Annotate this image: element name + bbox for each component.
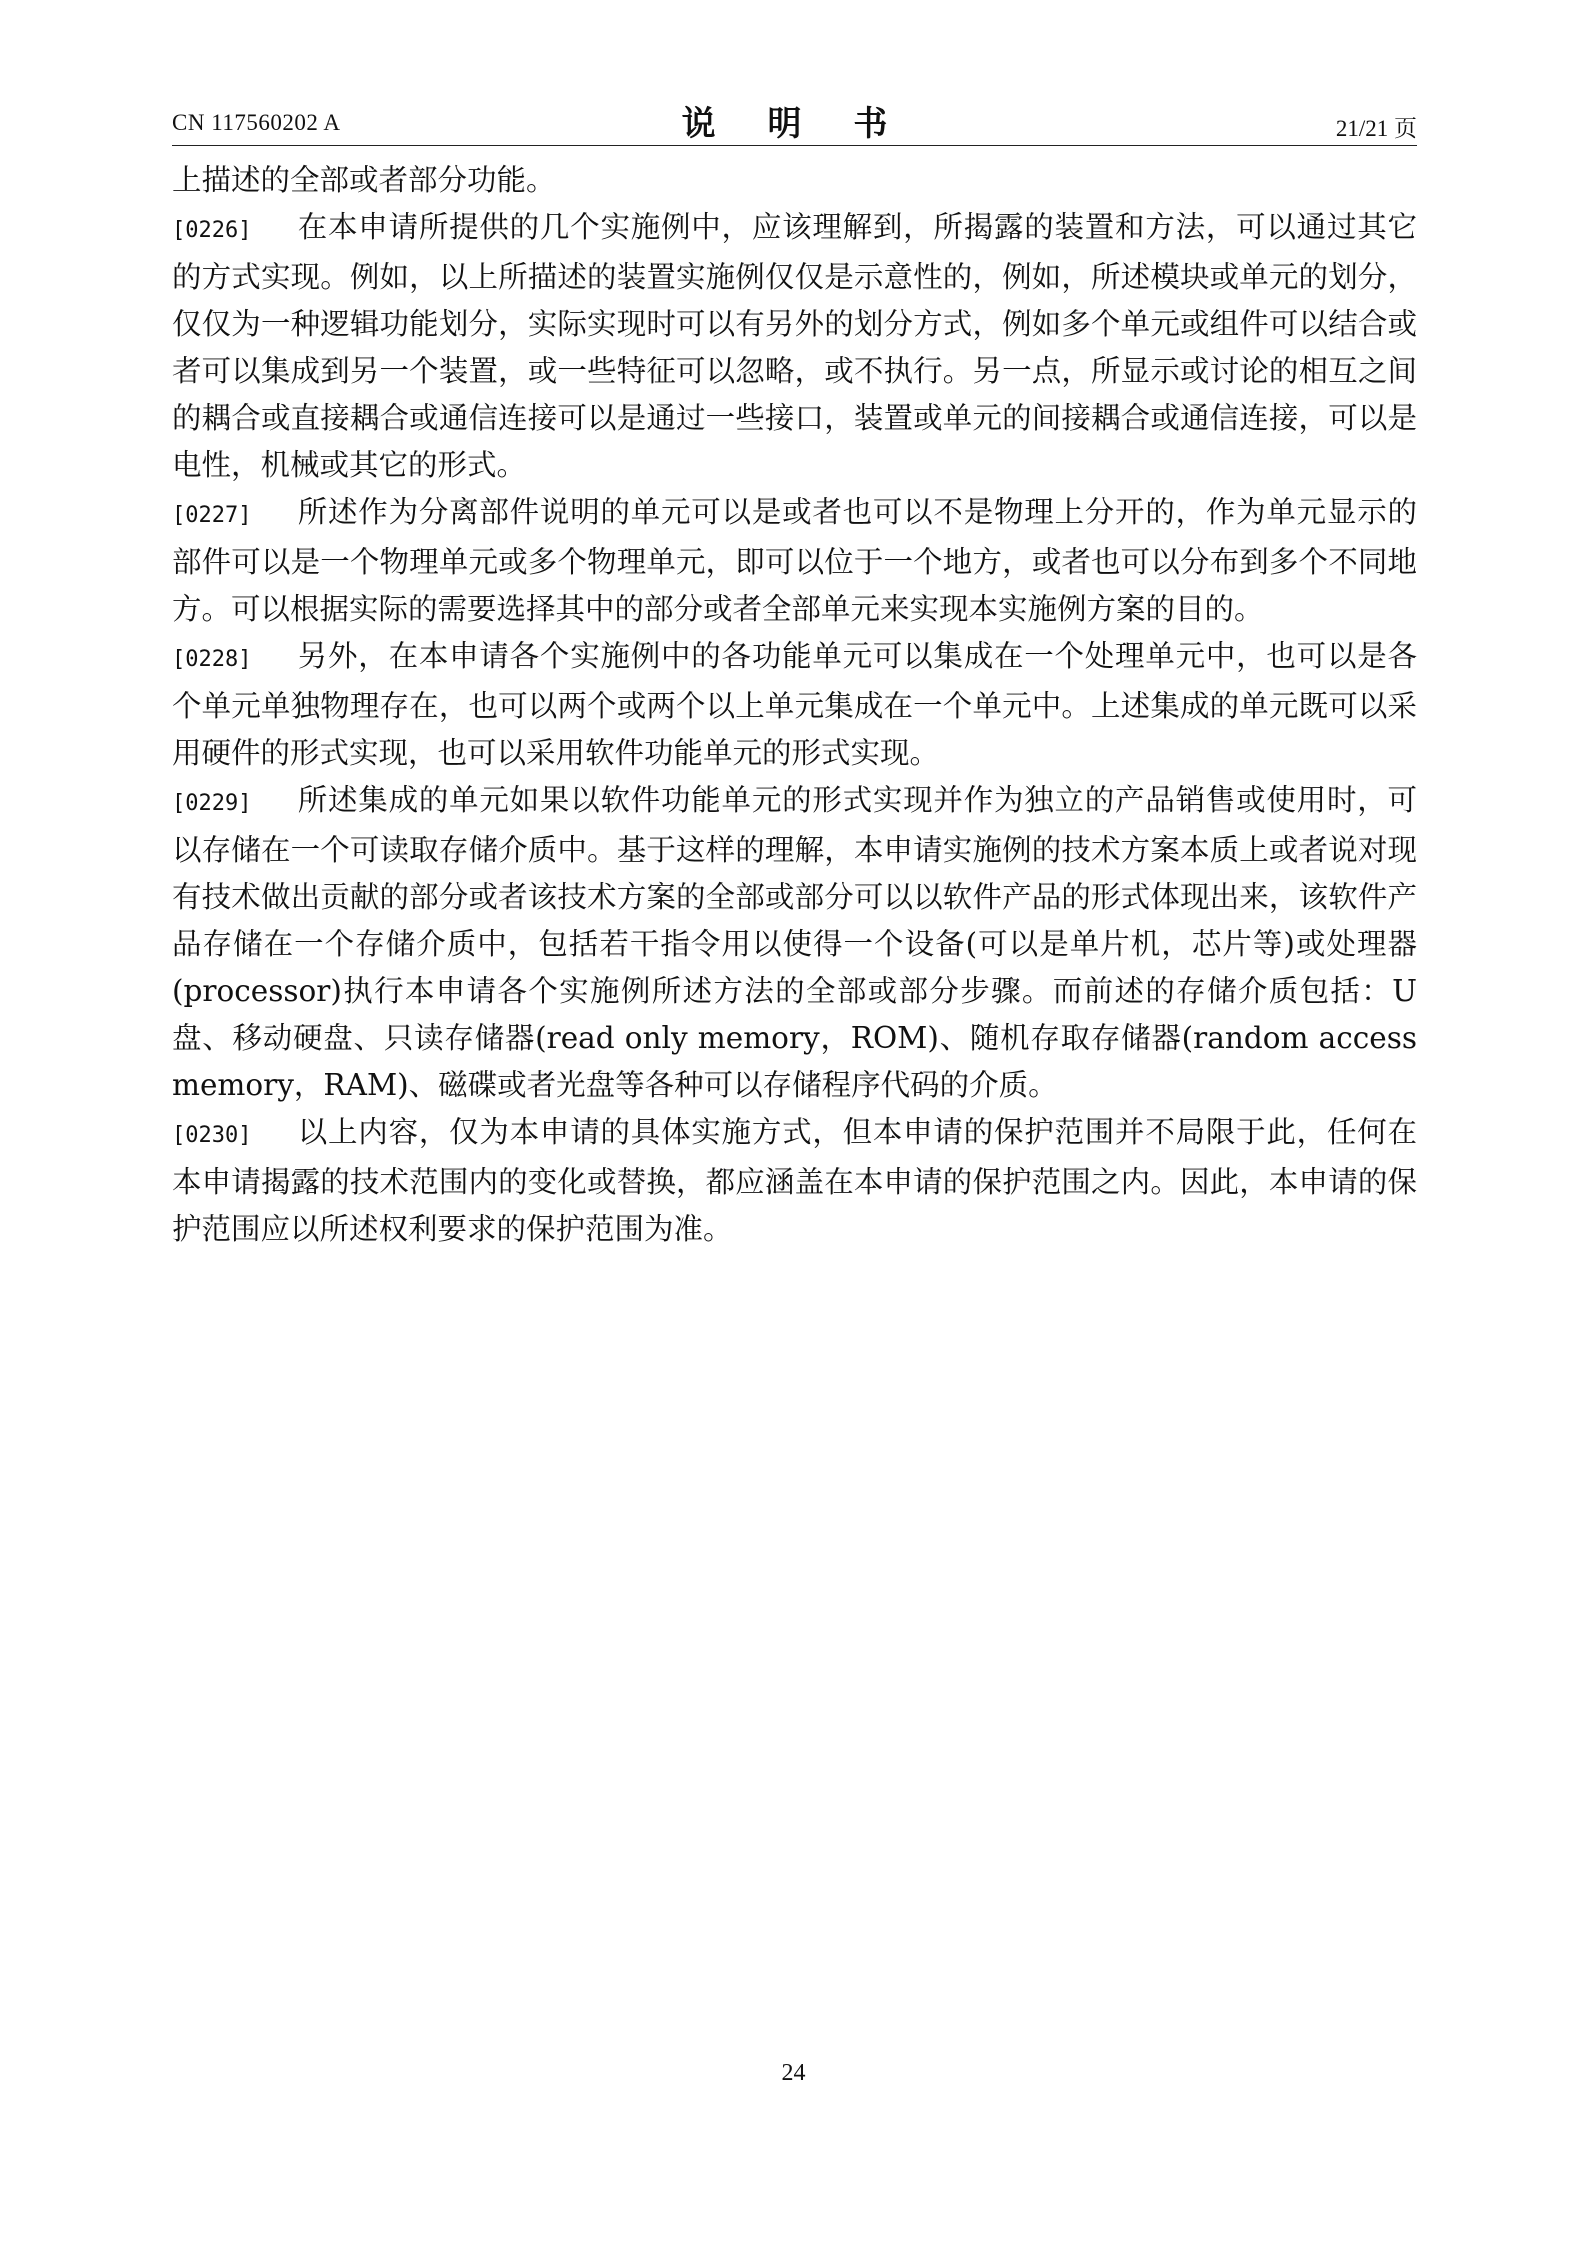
paragraph-number: [0228] bbox=[172, 647, 252, 672]
document-title: 说 明 书 bbox=[681, 104, 908, 144]
paragraph-text: 另外，在本申请各个实施例中的各功能单元可以集成在一个处理单元中，也可以是各个单元单独物理存在，也可以两个或两个以上单元集成在一个单元中。上述集成的单元既可以采用硬件的形式实现，也可以采用软件功能单元的形式实现。 bbox=[172, 639, 1417, 770]
paragraph-text: 所述作为分离部件说明的单元可以是或者也可以不是物理上分开的，作为单元显示的部件可以是一个物理单元或多个物理单元，即可以位于一个地方，或者也可以分布到多个不同地方。可以根据实际的需要选择其中的部分或者全部单元来实现本实施例方案的目的。 bbox=[172, 495, 1417, 626]
paragraph-text: 在本申请所提供的几个实施例中，应该理解到，所揭露的装置和方法，可以通过其它的方式实现。例如，以上所描述的装置实施例仅仅是示意性的，例如，所述模块或单元的划分，仅仅为一种逻辑功能划分，实际实现时可以有另外的划分方式，例如多个单元或组件可以结合或者可以集成到另一个装置，或一些特征可以忽略，或不执行。另一点，所显示或讨论的相互之间的耦合或直接耦合或通信连接可以是通过一些接口，装置或单元的间接耦合或通信连接，可以是电性，机械或其它的形式。 bbox=[172, 210, 1417, 482]
header-rule bbox=[172, 145, 1417, 146]
document-body bbox=[172, 157, 1417, 1253]
paragraph-0226 bbox=[172, 204, 1417, 489]
paragraph-0227 bbox=[172, 489, 1417, 633]
publication-number: CN 117560202 A bbox=[172, 110, 341, 135]
continuation-text: 上描述的全部或者部分功能。 bbox=[172, 163, 556, 197]
page-indicator: 21/21 页 bbox=[1335, 116, 1417, 141]
page-number: 24 bbox=[781, 2060, 806, 2086]
paragraph-number: [0226] bbox=[172, 218, 252, 243]
paragraph-number: [0230] bbox=[172, 1123, 252, 1148]
paragraph-number: [0229] bbox=[172, 791, 252, 816]
page-header bbox=[172, 96, 1417, 144]
paragraph-0230 bbox=[172, 1109, 1417, 1253]
paragraph-number: [0227] bbox=[172, 503, 252, 528]
paragraph-text: 以上内容，仅为本申请的具体实施方式，但本申请的保护范围并不局限于此，任何在本申请揭露的技术范围内的变化或替换，都应涵盖在本申请的保护范围之内。因此，本申请的保护范围应以所述权利要求的保护范围为准。 bbox=[172, 1115, 1417, 1246]
paragraph-0229 bbox=[172, 777, 1417, 1109]
paragraph-text: 所述集成的单元如果以软件功能单元的形式实现并作为独立的产品销售或使用时，可以存储在一个可读取存储介质中。基于这样的理解，本申请实施例的技术方案本质上或者说对现有技术做出贡献的部分或者该技术方案的全部或部分可以以软件产品的形式体现出来，该软件产品存储在一个存储介质中，包括若干指令用以使得一个设备(可以是单片机，芯片等)或处理器(processor)执行本申请各个实施例所述方法的全部或部分步骤。而前述的存储介质包括：U盘、移动硬盘、只读存储器(read only memory，ROM)、随机存取存储器(random access memory，RAM)、磁碟或者光盘等各种可以存储程序代码的介质。 bbox=[172, 783, 1417, 1102]
paragraph-0228 bbox=[172, 633, 1417, 777]
